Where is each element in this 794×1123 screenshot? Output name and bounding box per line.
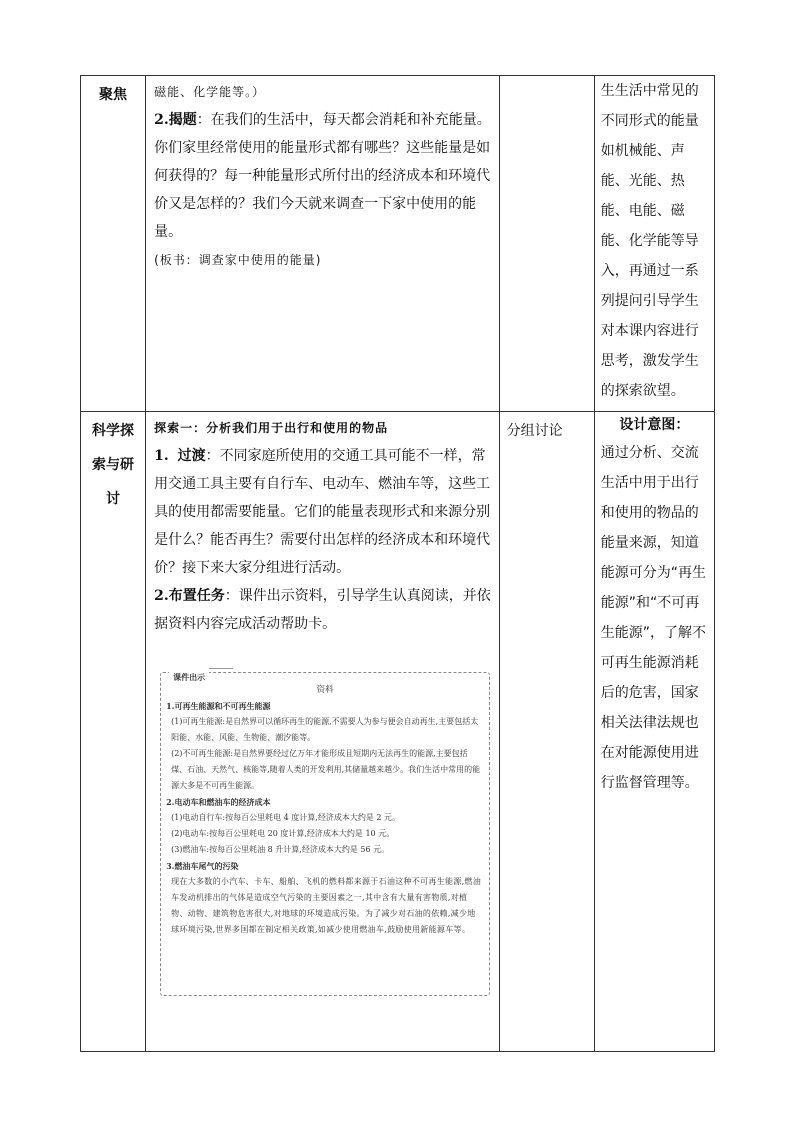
method-cell-explore — [499, 412, 594, 1052]
courseware-heading-1: 1.可再生能源和不可再生能源 — [166, 701, 271, 711]
courseware-heading-2: 2.电动车和燃油车的经济成本 — [166, 797, 271, 807]
method-cell-focus — [499, 76, 594, 412]
courseware-title: 资料 — [316, 685, 334, 695]
courseware-paragraph-2: (2)不可再生能源:是自然界要经过亿万年才能形成且短期内无法再生的能源,主要包括煤、石油、天然气、核能等,随着人类的开发利用,其储量越来越少。我们生活中常用的能源大多是不可再生能源。 — [171, 749, 481, 790]
courseware-body — [161, 698, 489, 938]
reveal-text: ：在我们的生活中，每天都会消耗和补充能量。你们家里经常使用的能量形式都有哪些？这些能量是如何获得的？每一种能量形式所付出的经济成本和环境代价又是怎样的？我们今天就来调查一下家中使用的能量。 — [154, 112, 491, 240]
courseware-box — [160, 672, 490, 996]
task-paragraph: 2.布置任务：课件出示资料，引导学生认真阅读，并依据资料内容完成活动帮助卡。 — [154, 588, 491, 632]
courseware-tag-line — [209, 668, 233, 669]
task-label: 布置任务 — [168, 588, 225, 604]
method-text: 分组讨论 — [506, 423, 563, 439]
content-cell-focus — [146, 76, 500, 412]
phase-label: 聚焦 — [99, 87, 128, 103]
courseware-heading-3: 3.燃油车尾气的污染 — [166, 861, 239, 871]
task-text: ：课件出示资料，引导学生认真阅读，并依据资料内容完成活动帮助卡。 — [154, 588, 491, 632]
transition-text: ：不同家庭所使用的交通工具可能不一样，常用交通工具主要有自行车、电动车、燃油车等，这些工具的使用都需要能量。它们的能量表现形式和来源分别是什么？能否再生？需要付出怎样的经济成本和环境代价？接下来大家分组进行活动。 — [154, 448, 491, 576]
phase-cell-explore — [81, 412, 146, 1052]
intent-text: 生生活中常见的不同形式的能量如机械能、声能、光能、热能、电能、磁能、化学能等导入，再通过一系列提问引导学生对本课内容进行思考，激发学生的探索欲望。 — [600, 83, 699, 399]
intent-cell-focus — [594, 76, 714, 412]
board-note: (板书：调查家中使用的能量) — [154, 253, 322, 267]
courseware-paragraph-1: (1)可再生能源:是自然界可以循环再生的能源,不需要人为参与便会自动再生,主要包括太阳能、水能、风能、生物能、潮汐能等。 — [171, 717, 479, 742]
intent-title: 设计意图： — [619, 417, 690, 433]
transition-label: 过渡 — [177, 448, 206, 464]
lesson-plan-table — [80, 75, 715, 1052]
reveal-paragraph: 2.揭题：在我们的生活中，每天都会消耗和补充能量。你们家里经常使用的能量形式都有哪些？这些能量是如何获得的？每一种能量形式所付出的经济成本和环境代价又是怎样的？我们今天就来调查一下家中使用的能量。 — [154, 112, 491, 240]
explore-title: 探索一：分析我们用于出行和使用的物品 — [154, 421, 389, 435]
transition-paragraph: 1. 过渡：不同家庭所使用的交通工具可能不一样，常用交通工具主要有自行车、电动车、燃油车等，这些工具的使用都需要能量。它们的能量表现形式和来源分别是什么？能否再生？需要付出怎样的经济成本和环境代价？接下来大家分组进行活动。 — [154, 448, 491, 576]
content-cell-explore — [146, 412, 500, 1052]
row-focus — [81, 76, 715, 412]
continued-text: 磁能、化学能等。） — [154, 85, 266, 99]
phase-cell-focus — [81, 76, 146, 412]
courseware-tag: 课件出示 — [169, 664, 209, 692]
courseware-paragraph-6: 现在大多数的小汽车、卡车、船舶、飞机的燃料都来源于石油这种不可再生能源,燃油车发动机排出的气体是造成空气污染的主要因素之一,其中含有大量有害物质,对植物、动物、建筑物危害很大,对地球的环境造成污染。为了减少对石油的依赖,减少地球环境污染,世界多国都在制定相关政策,如减少使用燃油车,鼓励使用新能源车等。 — [171, 877, 482, 934]
reveal-label: 揭题 — [168, 112, 197, 128]
intent-text: 通过分析、交流生活中用于出行和使用的物品的能量来源，知道能源可分为“再生能源”和“不可再生能源”，了解不可再生能源消耗后的危害，国家相关法律法规也在对能源使用进行监督管理等。 — [600, 445, 707, 791]
phase-label-line1: 科学探 — [92, 423, 135, 439]
phase-label-line3: 讨 — [106, 491, 121, 507]
phase-label-line2: 索与研 — [92, 457, 135, 473]
intent-cell-explore — [594, 412, 714, 1052]
courseware-paragraph-4: (2)电动车:按每百公里耗电 20 度计算,经济成本大约是 10 元。 — [171, 829, 395, 838]
courseware-paragraph-5: (3)燃油车:按每百公里耗油 8 升计算,经济成本大约是 56 元。 — [171, 845, 390, 854]
courseware-paragraph-3: (1)电动自行车:按每百公里耗电 4 度计算,经济成本大约是 2 元。 — [171, 813, 401, 822]
row-explore — [81, 412, 715, 1052]
